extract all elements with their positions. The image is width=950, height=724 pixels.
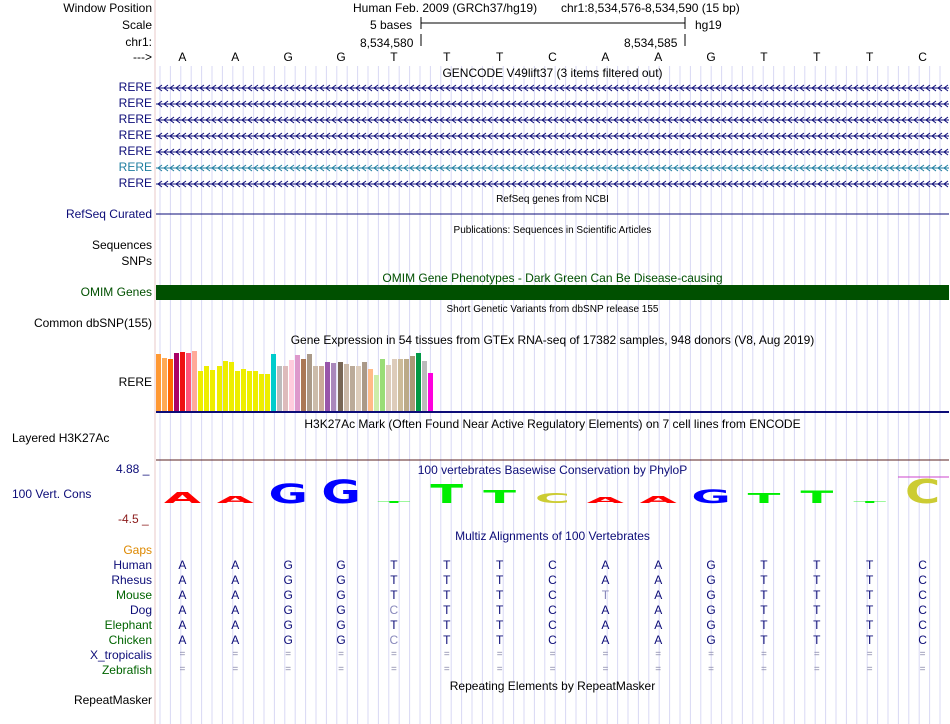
multiz-aligned-base: = (232, 664, 239, 675)
multiz-aligned-base: C (548, 558, 557, 572)
gtex-tissue-bar[interactable] (386, 365, 391, 411)
assembly-code: hg19 (695, 18, 722, 32)
multiz-species-label[interactable]: Human (113, 558, 152, 572)
multiz-aligned-base: T (443, 558, 451, 572)
gtex-tissue-bar[interactable] (271, 354, 276, 411)
multiz-aligned-base: = (232, 649, 239, 660)
multiz-aligned-base: C (918, 573, 927, 587)
multiz-aligned-base: T (443, 588, 451, 602)
multiz-aligned-base: G (706, 588, 716, 602)
multiz-aligned-base: T (495, 633, 504, 647)
sequence-base: A (231, 50, 240, 64)
conservation-logo-letter: C (534, 491, 571, 505)
gtex-tissue-bar[interactable] (344, 364, 349, 411)
multiz-aligned-base: C (548, 603, 557, 617)
gtex-tissue-bar[interactable] (410, 356, 415, 411)
gtex-tissue-bar[interactable] (362, 362, 367, 411)
multiz-aligned-base: C (918, 618, 927, 632)
multiz-aligned-base: A (654, 603, 663, 617)
arrow-label: ---> (133, 50, 152, 64)
gtex-tissue-bar[interactable] (156, 354, 161, 411)
gtex-label[interactable]: RERE (118, 375, 152, 389)
position-text[interactable]: chr1:8,534,576-8,534,590 (15 bp) (561, 1, 740, 15)
multiz-aligned-base: G (283, 573, 293, 587)
multiz-aligned-base: T (813, 558, 821, 572)
multiz-aligned-base: = (496, 664, 503, 675)
multiz-aligned-base: T (760, 573, 768, 587)
gtex-tissue-bar[interactable] (223, 361, 228, 411)
sequence-base: T (495, 50, 504, 64)
multiz-species-label[interactable]: Chicken (108, 633, 152, 647)
sequence-base: A (601, 50, 610, 64)
multiz-aligned-base: T (866, 618, 874, 632)
h3k27ac-label[interactable]: Layered H3K27Ac (12, 431, 110, 445)
scale-value: 5 bases (370, 18, 413, 32)
multiz-aligned-base: = (338, 664, 344, 675)
gtex-tissue-bar[interactable] (428, 373, 433, 411)
conservation-logo-letter: T (747, 491, 781, 505)
multiz-aligned-base: G (283, 603, 293, 617)
gtex-tissue-bar[interactable] (368, 369, 373, 411)
gtex-tissue-bar[interactable] (210, 370, 215, 411)
multiz-aligned-base: = (496, 649, 503, 660)
multiz-aligned-base: = (179, 649, 186, 660)
conservation-logo-letter: A (163, 489, 202, 505)
sequence-base: C (548, 50, 557, 64)
sequence-base: T (813, 50, 821, 64)
gtex-tissue-bar[interactable] (404, 359, 409, 411)
multiz-aligned-base: C (548, 573, 557, 587)
conservation-logo-letter: G (321, 473, 361, 505)
multiz-aligned-base: T (760, 603, 768, 617)
gtex-tissue-bar[interactable] (350, 366, 355, 411)
multiz-aligned-base: T (390, 588, 398, 602)
multiz-aligned-base: C (548, 618, 557, 632)
multiz-aligned-base: T (813, 603, 821, 617)
conservation-logo-letter: A (639, 494, 677, 505)
multiz-aligned-base: G (706, 603, 716, 617)
gtex-tissue-bar[interactable] (186, 353, 191, 411)
multiz-aligned-base: = (285, 649, 292, 660)
multiz-aligned-base: G (706, 558, 716, 572)
multiz-aligned-base: T (866, 633, 874, 647)
multiz-aligned-base: = (179, 664, 186, 675)
multiz-aligned-base: G (336, 588, 346, 602)
gtex-tissue-bar[interactable] (162, 358, 167, 411)
gtex-tissue-bar[interactable] (338, 362, 343, 411)
multiz-aligned-base: A (231, 588, 240, 602)
multiz-aligned-base: A (601, 558, 610, 572)
multiz-aligned-base: T (866, 603, 874, 617)
gtex-tissue-bar[interactable] (217, 366, 222, 411)
gtex-tissue-bar[interactable] (180, 352, 185, 411)
multiz-aligned-base: A (178, 633, 187, 647)
multiz-aligned-base: T (443, 573, 451, 587)
multiz-aligned-base: T (390, 618, 398, 632)
omim-label[interactable]: OMIM Genes (80, 285, 152, 299)
multiz-aligned-base: G (336, 558, 346, 572)
sequence-base: A (178, 50, 187, 64)
multiz-aligned-base: T (495, 573, 504, 587)
gtex-tissue-bar[interactable] (198, 371, 203, 411)
multiz-aligned-base: T (495, 618, 504, 632)
multiz-aligned-base: C (918, 603, 927, 617)
repeatmasker-title[interactable]: Repeating Elements by RepeatMasker (449, 679, 656, 693)
multiz-aligned-base: T (495, 603, 504, 617)
multiz-aligned-base: G (283, 633, 293, 647)
multiz-aligned-base: A (601, 618, 610, 632)
gencode-transcript-label[interactable]: RERE (118, 96, 152, 110)
conservation-logo-letter: C (904, 472, 941, 505)
h3k27ac-title[interactable]: H3K27Ac Mark (Often Found Near Active Regulatory Elements) on 7 cell lines from ENCODE (304, 417, 801, 431)
multiz-aligned-base: A (178, 573, 187, 587)
gencode-transcript-label[interactable]: RERE (118, 176, 152, 190)
multiz-aligned-base: G (336, 633, 346, 647)
sequence-base: T (443, 50, 451, 64)
multiz-aligned-base: A (178, 558, 187, 572)
multiz-aligned-base: T (760, 618, 768, 632)
gtex-tissue-bar[interactable] (374, 375, 379, 411)
gtex-tissue-bar[interactable] (313, 366, 318, 411)
conservation-logo-letter: T (853, 500, 887, 504)
omim-feature-bar[interactable] (156, 285, 949, 300)
chrom-label: chr1: (125, 35, 152, 49)
gtex-tissue-bar[interactable] (307, 354, 312, 411)
multiz-species-label[interactable]: Rhesus (111, 573, 152, 587)
multiz-aligned-base: G (706, 618, 716, 632)
gencode-transcript-label[interactable]: RERE (118, 112, 152, 126)
multiz-aligned-base: A (654, 618, 663, 632)
repeatmasker-label[interactable]: RepeatMasker (73, 693, 152, 707)
multiz-aligned-base: = (285, 664, 292, 675)
sequence-base: G (706, 50, 716, 64)
multiz-aligned-base: G (283, 618, 293, 632)
multiz-aligned-base: T (760, 633, 768, 647)
gtex-tissue-bar[interactable] (301, 359, 306, 411)
gtex-tissue-bar[interactable] (204, 366, 209, 411)
multiz-aligned-base: A (601, 603, 610, 617)
multiz-aligned-base: G (336, 618, 346, 632)
multiz-aligned-base: = (549, 664, 556, 675)
multiz-aligned-base: A (231, 633, 240, 647)
multiz-species-label[interactable]: X_tropicalis (89, 648, 152, 662)
multiz-aligned-base: = (602, 649, 609, 660)
conservation-logo (156, 460, 949, 505)
multiz-aligned-base: G (706, 573, 716, 587)
conservation-logo-letter: T (430, 479, 464, 505)
multiz-aligned-base: G (706, 633, 716, 647)
conservation-label[interactable]: 100 Vert. Cons (12, 487, 92, 501)
gtex-title[interactable]: Gene Expression in 54 tissues from GTEx RNA-seq of 17382 samples, 948 donors (V8, Aug 2019) (290, 333, 815, 347)
omim-title[interactable]: OMIM Gene Phenotypes - Dark Green Can Be Disease-causing (382, 271, 723, 285)
multiz-aligned-base: T (866, 558, 874, 572)
multiz-aligned-base: T (443, 603, 451, 617)
gtex-tissue-bar[interactable] (319, 366, 324, 411)
multiz-aligned-base: T (495, 588, 504, 602)
gencode-transcript-label[interactable]: RERE (118, 80, 152, 94)
gtex-tissue-bar[interactable] (253, 371, 258, 411)
multiz-species-label[interactable]: Zebrafish (101, 663, 152, 677)
multiz-aligned-base: C (389, 603, 399, 617)
multiz-aligned-base: A (178, 603, 187, 617)
multiz-aligned-base: G (336, 573, 346, 587)
gtex-tissue-bar[interactable] (241, 369, 246, 411)
gtex-tissue-bar[interactable] (168, 359, 173, 411)
multiz-aligned-base: = (655, 649, 662, 660)
dbsnp-title[interactable]: Short Genetic Variants from dbSNP release 155 (446, 304, 659, 315)
sequence-base: G (336, 50, 346, 64)
multiz-aligned-base: = (761, 649, 767, 660)
multiz-aligned-base: G (336, 603, 346, 617)
multiz-aligned-base: = (761, 664, 767, 675)
multiz-aligned-base: = (655, 664, 662, 675)
multiz-aligned-base: A (178, 618, 187, 632)
multiz-aligned-base: A (231, 618, 240, 632)
multiz-aligned-base: A (654, 573, 663, 587)
multiz-aligned-base: T (443, 618, 451, 632)
multiz-aligned-base: C (918, 588, 927, 602)
multiz-gaps-label: Gaps (123, 543, 152, 557)
multiz-aligned-base: A (654, 633, 663, 647)
conservation-logo-letter: T (377, 500, 411, 504)
gtex-tissue-bar[interactable] (331, 363, 336, 411)
gtex-tissue-bar[interactable] (295, 355, 300, 411)
multiz-aligned-base: = (708, 649, 715, 660)
gtex-tissue-bar[interactable] (259, 374, 264, 411)
multiz-aligned-base: = (919, 664, 926, 675)
multiz-aligned-base: T (495, 558, 504, 572)
conservation-max-label: 4.88 _ (116, 462, 150, 476)
multiz-aligned-base: A (231, 558, 240, 572)
gtex-tissue-bar[interactable] (174, 353, 179, 411)
multiz-species-label[interactable]: Dog (129, 603, 152, 617)
gencode-title[interactable]: GENCODE V49lift37 (3 items filtered out) (442, 66, 663, 80)
multiz-aligned-base: T (760, 558, 768, 572)
multiz-aligned-base: T (813, 588, 821, 602)
multiz-aligned-base: T (760, 588, 768, 602)
multiz-aligned-base: T (813, 573, 821, 587)
multiz-aligned-base: C (389, 633, 399, 647)
gencode-transcript-label[interactable]: RERE (118, 160, 152, 174)
refseq-title[interactable]: RefSeq genes from NCBI (496, 194, 609, 205)
multiz-aligned-base: T (866, 588, 874, 602)
multiz-aligned-base: A (231, 603, 240, 617)
window-position-label: Window Position (63, 1, 152, 15)
gtex-tissue-bar[interactable] (398, 359, 403, 411)
multiz-aligned-base: T (813, 633, 821, 647)
multiz-aligned-base: = (813, 649, 820, 660)
sequence-base: T (866, 50, 874, 64)
multiz-aligned-base: A (654, 588, 663, 602)
multiz-aligned-base: A (231, 573, 240, 587)
sequence-base: T (390, 50, 398, 64)
multiz-aligned-base: = (866, 664, 873, 675)
conservation-logo-letter: G (268, 478, 308, 505)
gtex-tissue-bar[interactable] (392, 359, 397, 411)
scale-label: Scale (121, 18, 152, 32)
conservation-logo-letter: A (216, 494, 254, 505)
gtex-tissue-bar[interactable] (289, 360, 294, 411)
gtex-tissue-bar[interactable] (416, 353, 421, 411)
assembly-title: Human Feb. 2009 (GRCh37/hg19) (353, 1, 538, 15)
multiz-aligned-base: = (390, 649, 397, 660)
sequence-base: C (918, 50, 927, 64)
gtex-tissue-bar[interactable] (325, 362, 330, 411)
gtex-tissue-bar[interactable] (265, 374, 270, 411)
multiz-aligned-base: = (390, 664, 397, 675)
conservation-logo-letter: G (691, 485, 731, 505)
multiz-aligned-base: C (548, 588, 557, 602)
gtex-tissue-bar[interactable] (283, 366, 288, 411)
gtex-tissue-bar[interactable] (356, 366, 361, 411)
gtex-tissue-bar[interactable] (277, 366, 282, 411)
gtex-tissue-bar[interactable] (192, 351, 197, 411)
multiz-aligned-base: = (338, 649, 344, 660)
multiz-aligned-base: G (283, 588, 293, 602)
gencode-transcript-label[interactable]: RERE (118, 128, 152, 142)
multiz-aligned-base: A (178, 588, 187, 602)
multiz-aligned-base: A (654, 558, 663, 572)
sequence-base: T (760, 50, 768, 64)
multiz-aligned-base: = (919, 649, 926, 660)
sequence-base: G (283, 50, 293, 64)
dbsnp-label[interactable]: Common dbSNP(155) (33, 316, 152, 330)
gtex-tissue-bar[interactable] (235, 371, 240, 411)
multiz-title[interactable]: Multiz Alignments of 100 Vertebrates (455, 529, 650, 543)
coord-left: 8,534,580 (360, 36, 414, 50)
multiz-aligned-base: = (813, 664, 820, 675)
publications-snps-label[interactable]: SNPs (121, 254, 152, 268)
multiz-aligned-base: C (918, 633, 927, 647)
multiz-aligned-base: = (443, 664, 450, 675)
gtex-tissue-bar[interactable] (229, 362, 234, 411)
multiz-aligned-base: = (549, 649, 556, 660)
conservation-logo-letter: A (586, 496, 624, 505)
multiz-aligned-base: = (602, 664, 609, 675)
publications-sequences-label[interactable]: Sequences (91, 238, 152, 252)
multiz-species-label[interactable]: Elephant (104, 618, 152, 632)
conservation-logo-letter: T (483, 486, 517, 505)
multiz-aligned-base: T (390, 558, 398, 572)
conservation-logo-letter: T (800, 488, 834, 505)
gtex-bar-chart[interactable] (156, 348, 556, 411)
gencode-transcript-label[interactable]: RERE (118, 144, 152, 158)
gtex-tissue-bar[interactable] (247, 371, 252, 411)
publications-title[interactable]: Publications: Sequences in Scientific Articles (453, 225, 652, 236)
multiz-aligned-base: = (866, 649, 873, 660)
coord-right: 8,534,585 (624, 36, 678, 50)
multiz-aligned-base: C (548, 633, 557, 647)
multiz-aligned-base: T (390, 573, 398, 587)
gtex-tissue-bar[interactable] (380, 359, 385, 411)
multiz-aligned-base: G (283, 558, 293, 572)
multiz-aligned-base: = (443, 649, 450, 660)
multiz-aligned-base: T (813, 618, 821, 632)
conservation-min-label: -4.5 _ (118, 512, 149, 526)
refseq-label[interactable]: RefSeq Curated (65, 207, 152, 221)
multiz-aligned-base: C (918, 558, 927, 572)
sequence-base: A (654, 50, 663, 64)
multiz-aligned-base: T (866, 573, 874, 587)
multiz-aligned-base: A (601, 633, 610, 647)
multiz-aligned-base: = (708, 664, 715, 675)
gtex-tissue-bar[interactable] (422, 361, 427, 411)
multiz-aligned-base: T (601, 588, 610, 602)
multiz-aligned-base: T (443, 633, 451, 647)
multiz-aligned-base: A (601, 573, 610, 587)
multiz-species-label[interactable]: Mouse (115, 588, 152, 602)
conservation-title[interactable]: 100 vertebrates Basewise Conservation by PhyloP (417, 463, 688, 477)
